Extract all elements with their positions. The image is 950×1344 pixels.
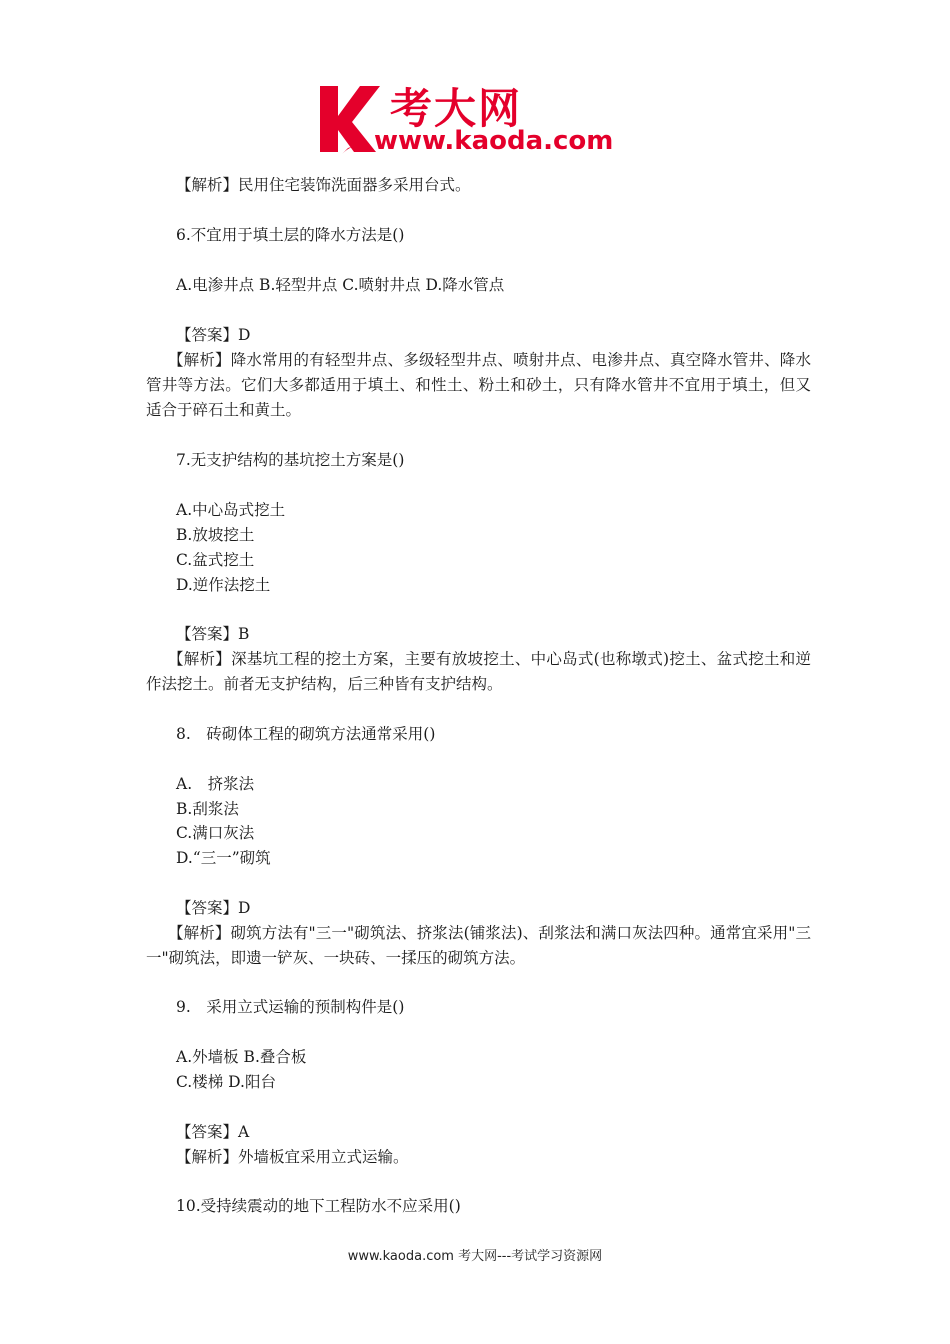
q7-option-d: D.逆作法挖土 xyxy=(176,576,271,594)
q9-question: 9. 采用立式运输的预制构件是() xyxy=(176,998,405,1016)
q6-analysis: 【解析】降水常用的有轻型井点、多级轻型井点、喷射井点、电渗井点、真空降水管井、降水管井等方法。它们大多都适用于填土、和性土、粉土和砂土，只有降水管井不宜用于填土，但又适合于碎石土和黄土。 xyxy=(146,351,811,419)
q5-analysis: 【解析】民用住宅装饰洗面器多采用台式。 xyxy=(176,176,471,194)
q8-analysis: 【解析】砌筑方法有"三一"砌筑法、挤浆法(铺浆法)、刮浆法和满口灰法四种。通常宜采用"三一"砌筑法，即遗一铲灰、一块砖、一揉压的砌筑方法。 xyxy=(146,924,811,967)
q7-option-a: A.中心岛式挖土 xyxy=(176,501,286,519)
q8-option-a: A. 挤浆法 xyxy=(176,775,255,793)
q7-analysis: 【解析】深基坑工程的挖土方案，主要有放坡挖土、中心岛式(也称墩式)挖土、盆式挖土和逆作法挖土。前者无支护结构，后三种皆有支护结构。 xyxy=(146,650,811,693)
q9-options-line1: A.外墙板 B.叠合板 xyxy=(176,1048,307,1066)
q10-question: 10.受持续震动的地下工程防水不应采用() xyxy=(176,1197,461,1215)
q9-options-line2: C.楼梯 D.阳台 xyxy=(176,1073,276,1091)
q6-question: 6.不宜用于填土层的降水方法是() xyxy=(176,226,405,244)
q9-answer: 【答案】A xyxy=(176,1123,250,1141)
q7-answer: 【答案】B xyxy=(176,625,250,643)
q8-option-b: B.刮浆法 xyxy=(176,800,239,818)
kaoda-logo xyxy=(318,78,638,160)
q7-option-b: B.放坡挖土 xyxy=(176,526,255,544)
q7-option-c: C.盆式挖土 xyxy=(176,551,255,569)
q8-option-d: D.“三一”砌筑 xyxy=(176,849,271,867)
q7-question: 7.无支护结构的基坑挖土方案是() xyxy=(176,451,405,469)
page-footer: www.kaoda.com 考大网---考试学习资源网 xyxy=(347,1249,603,1264)
logo-brand-text: 考大网 xyxy=(390,84,523,133)
q6-options: A.电渗井点 B.轻型井点 C.喷射井点 D.降水管点 xyxy=(176,276,505,294)
q9-analysis: 【解析】外墙板宜采用立式运输。 xyxy=(176,1148,409,1166)
q8-question: 8. 砖砌体工程的砌筑方法通常采用() xyxy=(176,725,436,743)
logo-url-text: www.kaoda.com xyxy=(374,126,614,156)
q8-option-c: C.满口灰法 xyxy=(176,824,255,842)
q6-answer: 【答案】D xyxy=(176,326,251,344)
q8-answer: 【答案】D xyxy=(176,899,251,917)
